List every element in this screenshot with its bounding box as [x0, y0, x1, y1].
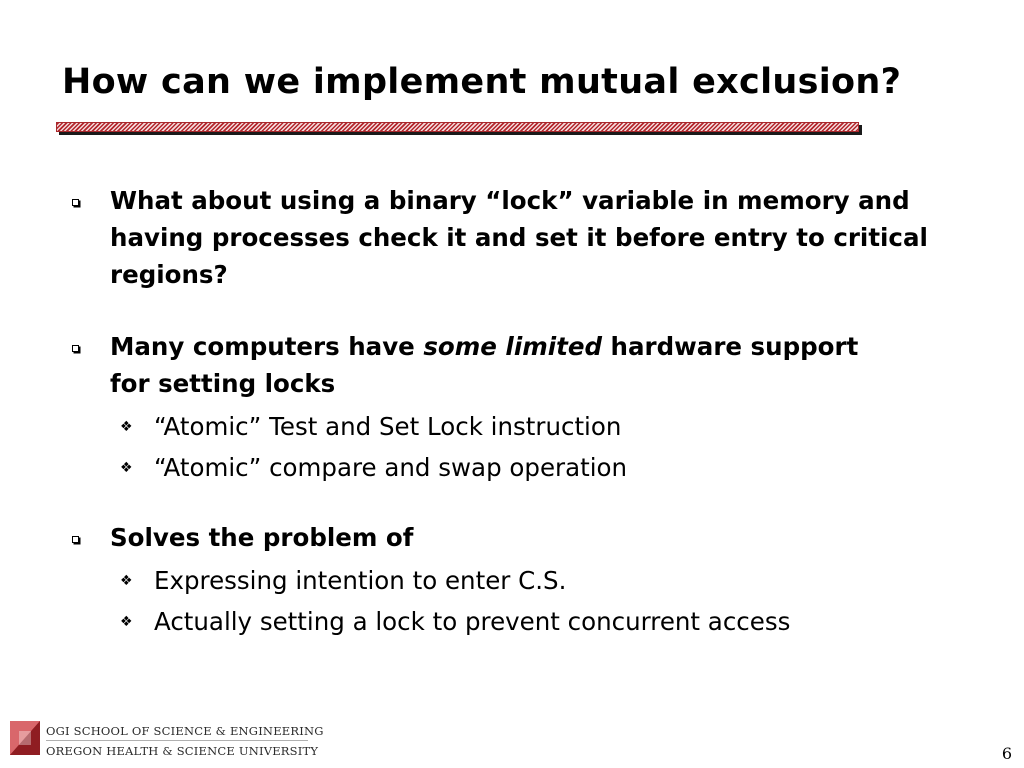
- bullet-3-text: Solves the problem of: [110, 523, 414, 552]
- sub-bullet-text: Expressing intention to enter C.S.: [154, 566, 567, 595]
- square-bullet-icon: [72, 536, 79, 543]
- sub-bullet-text: Actually setting a lock to prevent concurrent access: [154, 607, 791, 636]
- sub-bullet-3-1: [120, 566, 567, 596]
- ogi-logo-icon: [10, 721, 40, 755]
- bullet-1-text: What about using a binary “lock” variable in memory and having processes check it and set it before entry to critical regions?: [110, 186, 928, 289]
- diamond-bullet-icon: ❖: [120, 460, 133, 476]
- bullet-2-text-after: hardware support for setting locks: [110, 332, 859, 398]
- bullet-2-text-italic: some limited: [423, 332, 603, 361]
- diamond-bullet-icon: ❖: [120, 573, 133, 589]
- sub-bullet-2-2: [120, 453, 628, 483]
- footer-separator: [46, 740, 308, 741]
- page-number: 6: [1001, 744, 1012, 763]
- footer-university-name: OREGON HEALTH & SCIENCE UNIVERSITY: [46, 744, 319, 758]
- diamond-bullet-icon: ❖: [120, 614, 133, 630]
- slide-title: How can we implement mutual exclusion?: [62, 62, 902, 102]
- footer-school-name: OGI SCHOOL OF SCIENCE & ENGINEERING: [46, 724, 324, 738]
- bullet-2-text-before: Many computers have: [110, 332, 424, 361]
- square-bullet-icon: [72, 345, 79, 352]
- bullet-1: [110, 182, 940, 293]
- diamond-bullet-icon: ❖: [120, 419, 133, 435]
- sub-bullet-text: “Atomic” compare and swap operation: [154, 453, 628, 482]
- sub-bullet-2-1: [120, 412, 622, 442]
- sub-bullet-3-2: [120, 607, 791, 637]
- sub-bullet-text: “Atomic” Test and Set Lock instruction: [154, 412, 622, 441]
- square-bullet-icon: [72, 199, 79, 206]
- bullet-3: [110, 519, 870, 556]
- title-underline-rule: [56, 122, 859, 132]
- bullet-2: [110, 328, 870, 402]
